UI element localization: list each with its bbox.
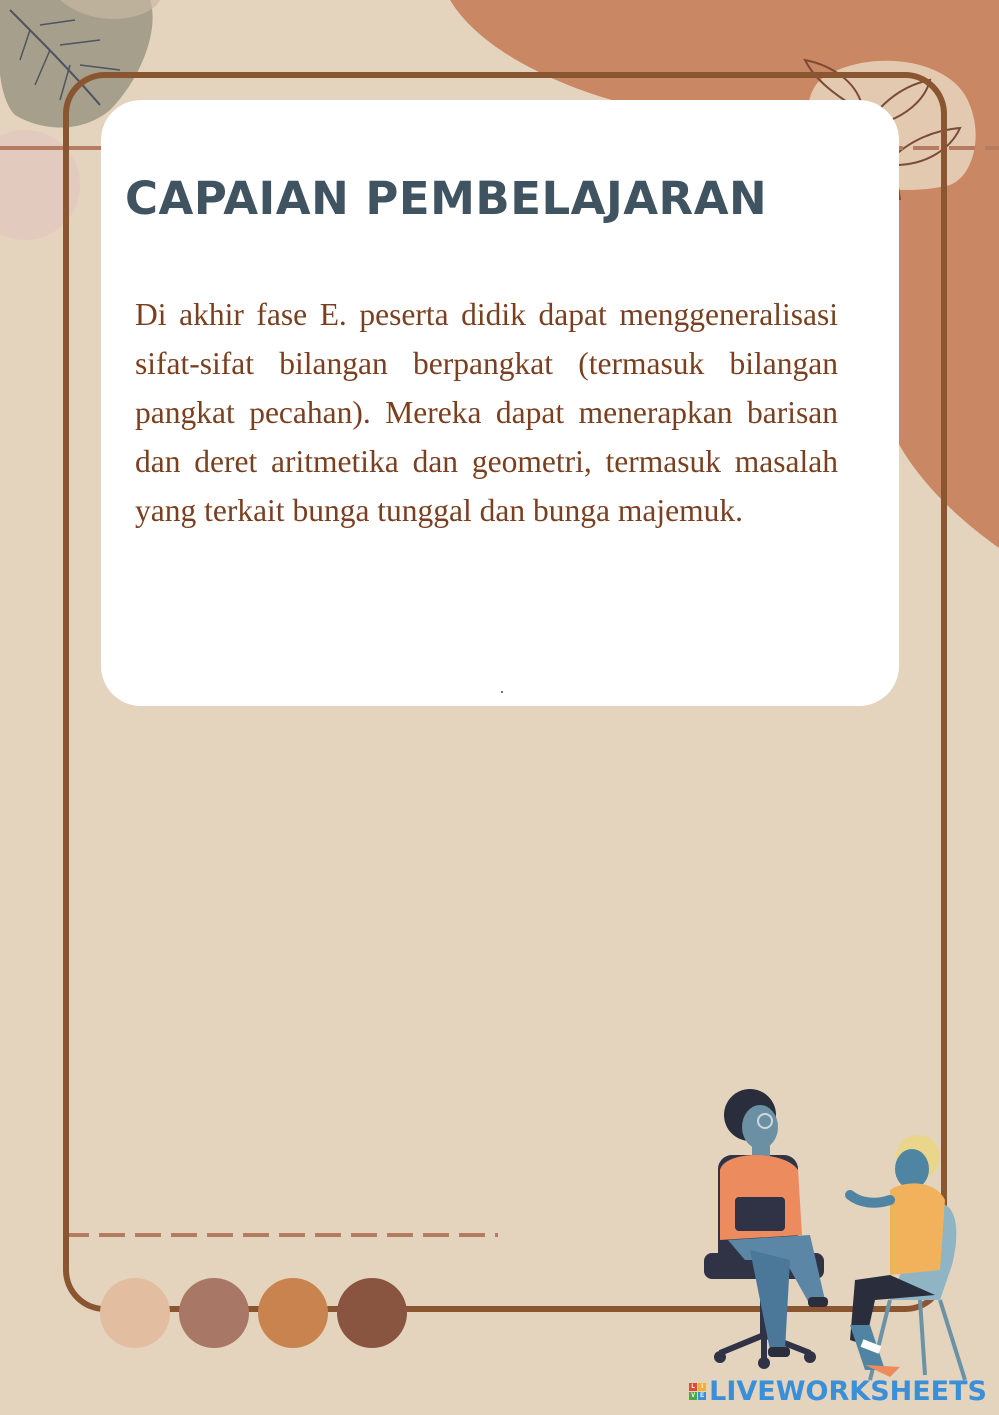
- page-title: CAPAIAN PEMBELAJARAN: [125, 172, 768, 225]
- palette-swatch-3: [258, 1278, 328, 1348]
- logo-letter-e: E: [700, 1393, 705, 1399]
- learning-outcome-text: Di akhir fase E. peserta didik dapat menggeneralisasi sifat-sifat bilangan berpangkat (termasuk bilangan pangkat pecahan). Mereka dapat menerapkan barisan dan deret aritmetika dan geometri, termasuk masalah yang terkait bunga tunggal dan bunga majemuk.: [135, 297, 838, 528]
- logo-letter-i: I: [698, 1383, 706, 1391]
- teacher-figure: [720, 1089, 828, 1357]
- logo-letter-v: V: [691, 1393, 696, 1399]
- teacher-student-illustration: [690, 1085, 980, 1385]
- palette-swatch-1: [100, 1278, 170, 1348]
- logo-text: LIVEWORKSHEETS: [709, 1376, 987, 1407]
- palette-swatch-4: [337, 1278, 407, 1348]
- logo-grid-icon: [689, 1383, 706, 1400]
- logo-letter-l: L: [689, 1383, 697, 1391]
- stray-dot: .: [500, 680, 504, 697]
- palette-swatch-2: [179, 1278, 249, 1348]
- student-figure: [850, 1135, 945, 1377]
- liveworksheets-logo: [689, 1376, 987, 1407]
